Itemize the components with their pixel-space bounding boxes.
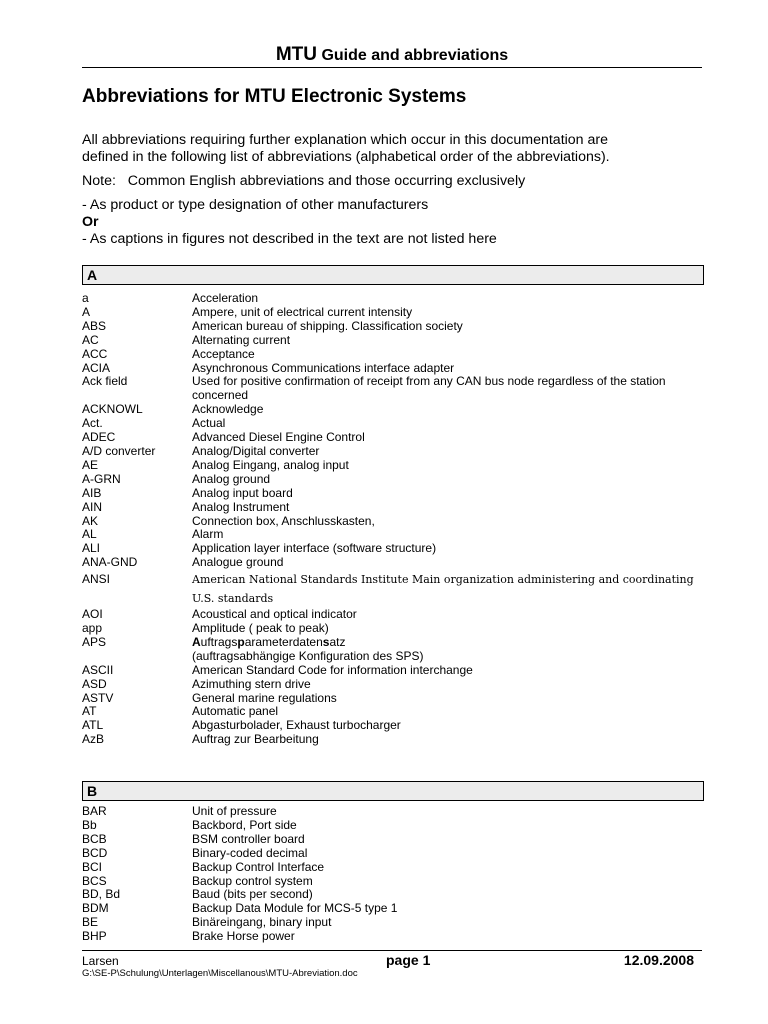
abbreviation-row (82, 875, 704, 889)
abbreviation-row (82, 819, 704, 833)
abbreviation-row (82, 487, 704, 501)
abbreviation-row (82, 608, 704, 622)
abbreviation-definition: Backbord, Port side (192, 817, 297, 832)
abbreviation-term: ASTV (82, 690, 114, 705)
abbreviation-row (82, 861, 704, 875)
abbreviation-definition: Binäreingang, binary input (192, 915, 332, 930)
footer-divider (82, 950, 702, 951)
abbreviation-row (82, 902, 704, 916)
definition-text: atz (329, 634, 346, 649)
abbreviation-row (82, 570, 704, 608)
abbreviation-row (82, 501, 704, 515)
abbreviation-term: AE (82, 457, 99, 472)
abbreviation-row (82, 375, 704, 403)
abbreviation-definition: Backup control system (192, 873, 313, 888)
abbreviation-definition: Acceptance (192, 346, 255, 361)
abbreviation-definition: American National Standards Institute Main organization administering and coordinating U.S. standards (192, 573, 694, 606)
abbreviation-definition: Alarm (192, 527, 224, 542)
abbreviation-row (82, 362, 704, 376)
definition-second-line: (auftragsabhängige Konfiguration des SPS) (192, 648, 424, 663)
abbreviation-row (82, 528, 704, 542)
bullet-captions: - As captions in figures not described in the text are not listed here (82, 231, 497, 247)
abbreviation-row (82, 833, 704, 847)
abbreviation-definition: Automatic panel (192, 704, 279, 719)
abbreviation-definition: Analog ground (192, 471, 271, 486)
abbreviation-row (82, 515, 704, 529)
abbreviation-row (82, 403, 704, 417)
definition-text: uftrags (200, 634, 238, 649)
abbreviation-row (82, 678, 704, 692)
abbreviation-definition: Analog Instrument (192, 499, 290, 514)
section-a-header: A (82, 265, 704, 285)
abbreviation-definition: BSM controller board (192, 831, 305, 846)
abbreviation-term: BCB (82, 831, 107, 846)
abbreviation-definition: Connection box, Anschlusskasten, (192, 513, 375, 528)
abbreviation-term: ADEC (82, 430, 116, 445)
note-line: Note: Common English abbreviations and those occurring exclusively (82, 173, 526, 189)
abbreviation-definition: Unit of pressure (192, 804, 277, 818)
abbreviation-definition: Used for positive confirmation of receipt from any CAN bus node regardless of the station concerned (192, 374, 666, 403)
abbreviation-definition: Actual (192, 416, 226, 431)
abbreviation-term: AL (82, 527, 97, 542)
abbreviation-definition: Brake Horse power (192, 929, 295, 944)
abbreviation-term: Bb (82, 817, 97, 832)
definition-highlight: p (237, 634, 245, 649)
abbreviation-term: ALI (82, 541, 101, 556)
footer-file-path: G:\SE-P\Schulung\Unterlagen\Miscellanous\MTU-Abreviation.doc (82, 968, 358, 979)
abbreviation-term: AIN (82, 499, 103, 514)
abbreviation-term: AIB (82, 485, 102, 500)
abbreviation-definition: Acoustical and optical indicator (192, 607, 357, 622)
abbreviation-row (82, 320, 704, 334)
abbreviation-row (82, 719, 704, 733)
section-b-header: B (82, 781, 704, 801)
abbreviation-row (82, 705, 704, 719)
bullet-other-manufacturers: - As product or type designation of other manufacturers (82, 197, 429, 213)
abbreviation-term: AOI (82, 607, 103, 622)
abbreviation-term: BDM (82, 901, 109, 916)
abbreviation-definition: Azimuthing stern drive (192, 676, 311, 691)
abbreviation-definition: Advanced Diesel Engine Control (192, 430, 365, 445)
header-brand: MTU (275, 44, 317, 65)
abbreviation-term: app (82, 621, 103, 636)
abbreviation-row (82, 930, 704, 944)
abbreviation-row (82, 417, 704, 431)
abbreviation-definition: American bureau of shipping. Classification society (192, 318, 463, 333)
abbreviation-definition (192, 636, 702, 664)
abbreviation-term: A/D converter (82, 443, 156, 458)
intro-line-1: All abbreviations requiring further explanation which occur in this documentation are (82, 132, 609, 148)
abbreviation-definition: Amplitude ( peak to peak) (192, 621, 329, 636)
abbreviation-row (82, 431, 704, 445)
abbreviation-definition: Backup Data Module for MCS-5 type 1 (192, 901, 398, 916)
abbreviation-definition: Auftrag zur Bearbeitung (192, 732, 319, 747)
abbreviation-term: ACIA (82, 360, 111, 375)
abbreviation-term: ASD (82, 676, 107, 691)
abbreviation-term: ANA-GND (82, 555, 138, 570)
abbreviation-term: A (82, 304, 91, 319)
abbreviation-term: BE (82, 915, 99, 930)
section-b-list (82, 805, 704, 944)
header-title (82, 44, 702, 66)
abbreviation-term: A-GRN (82, 471, 121, 486)
abbreviation-term: BD, Bd (82, 887, 121, 902)
abbreviation-term: AT (82, 704, 97, 719)
or-label: Or (82, 214, 99, 230)
header-subtitle: Guide and abbreviations (321, 47, 509, 64)
abbreviation-row (82, 445, 704, 459)
abbreviation-term: AzB (82, 732, 105, 747)
abbreviation-row (82, 733, 704, 747)
abbreviation-term: AC (82, 332, 99, 347)
definition-text: arameterdaten (244, 634, 323, 649)
abbreviation-definition: Acceleration (192, 291, 259, 305)
abbreviation-row (82, 473, 704, 487)
abbreviation-term: AK (82, 513, 99, 528)
abbreviation-row (82, 459, 704, 473)
abbreviation-definition: General marine regulations (192, 690, 337, 705)
abbreviation-row (82, 622, 704, 636)
abbreviation-definition: Analog/Digital converter (192, 443, 320, 458)
abbreviation-term: BCS (82, 873, 107, 888)
abbreviation-definition: Analogue ground (192, 555, 284, 570)
abbreviation-term: BAR (82, 804, 107, 818)
definition-highlight: A (192, 634, 201, 649)
abbreviation-definition: Analog input board (192, 485, 293, 500)
abbreviation-term: ASCII (82, 662, 114, 677)
document-title: Abbreviations for MTU Electronic Systems (82, 86, 467, 107)
abbreviation-definition: Acknowledge (192, 402, 264, 417)
abbreviation-definition: Application layer interface (software structure) (192, 541, 437, 556)
footer-author: Larsen (82, 954, 119, 968)
abbreviation-term: ACC (82, 346, 108, 361)
abbreviation-row (82, 916, 704, 930)
abbreviation-term: ABS (82, 318, 107, 333)
section-a-list (82, 292, 704, 747)
abbreviation-row (82, 306, 704, 320)
abbreviation-term: ATL (82, 718, 104, 733)
footer-page-number: page 1 (386, 952, 431, 968)
abbreviation-row (82, 805, 704, 819)
abbreviation-term: APS (82, 634, 107, 649)
abbreviation-term: Ack field (82, 374, 128, 389)
abbreviation-term: BHP (82, 929, 107, 944)
abbreviation-term: Act. (82, 416, 103, 431)
intro-line-2: defined in the following list of abbreviations (alphabetical order of the abbreviations). (82, 149, 610, 165)
abbreviation-definition: Baud (bits per second) (192, 887, 313, 902)
footer-date: 12.09.2008 (623, 952, 694, 968)
abbreviation-definition: American Standard Code for information interchange (192, 662, 473, 677)
header-divider (82, 67, 702, 68)
abbreviation-row (82, 888, 704, 902)
abbreviation-definition: Binary-coded decimal (192, 845, 308, 860)
definition-highlight: s (322, 634, 330, 649)
abbreviation-row (82, 692, 704, 706)
abbreviation-row (82, 348, 704, 362)
abbreviation-term: a (82, 291, 89, 305)
abbreviation-row (82, 334, 704, 348)
abbreviation-row (82, 847, 704, 861)
abbreviation-definition: Abgasturbolader, Exhaust turbocharger (192, 718, 401, 733)
abbreviation-definition: Backup Control Interface (192, 859, 325, 874)
abbreviation-term: ANSI (82, 572, 111, 587)
abbreviation-term: BCI (82, 859, 103, 874)
abbreviation-row (82, 636, 704, 664)
abbreviation-definition: Analog Eingang, analog input (192, 457, 349, 472)
abbreviation-term: ACKNOWL (82, 402, 143, 417)
abbreviation-row (82, 664, 704, 678)
abbreviation-definition: Asynchronous Communications interface adapter (192, 360, 455, 375)
abbreviation-row (82, 556, 704, 570)
abbreviation-definition: Alternating current (192, 332, 291, 347)
abbreviation-definition: Ampere, unit of electrical current intensity (192, 304, 413, 319)
abbreviation-term: BCD (82, 845, 108, 860)
abbreviation-row (82, 292, 704, 306)
abbreviation-row (82, 542, 704, 556)
